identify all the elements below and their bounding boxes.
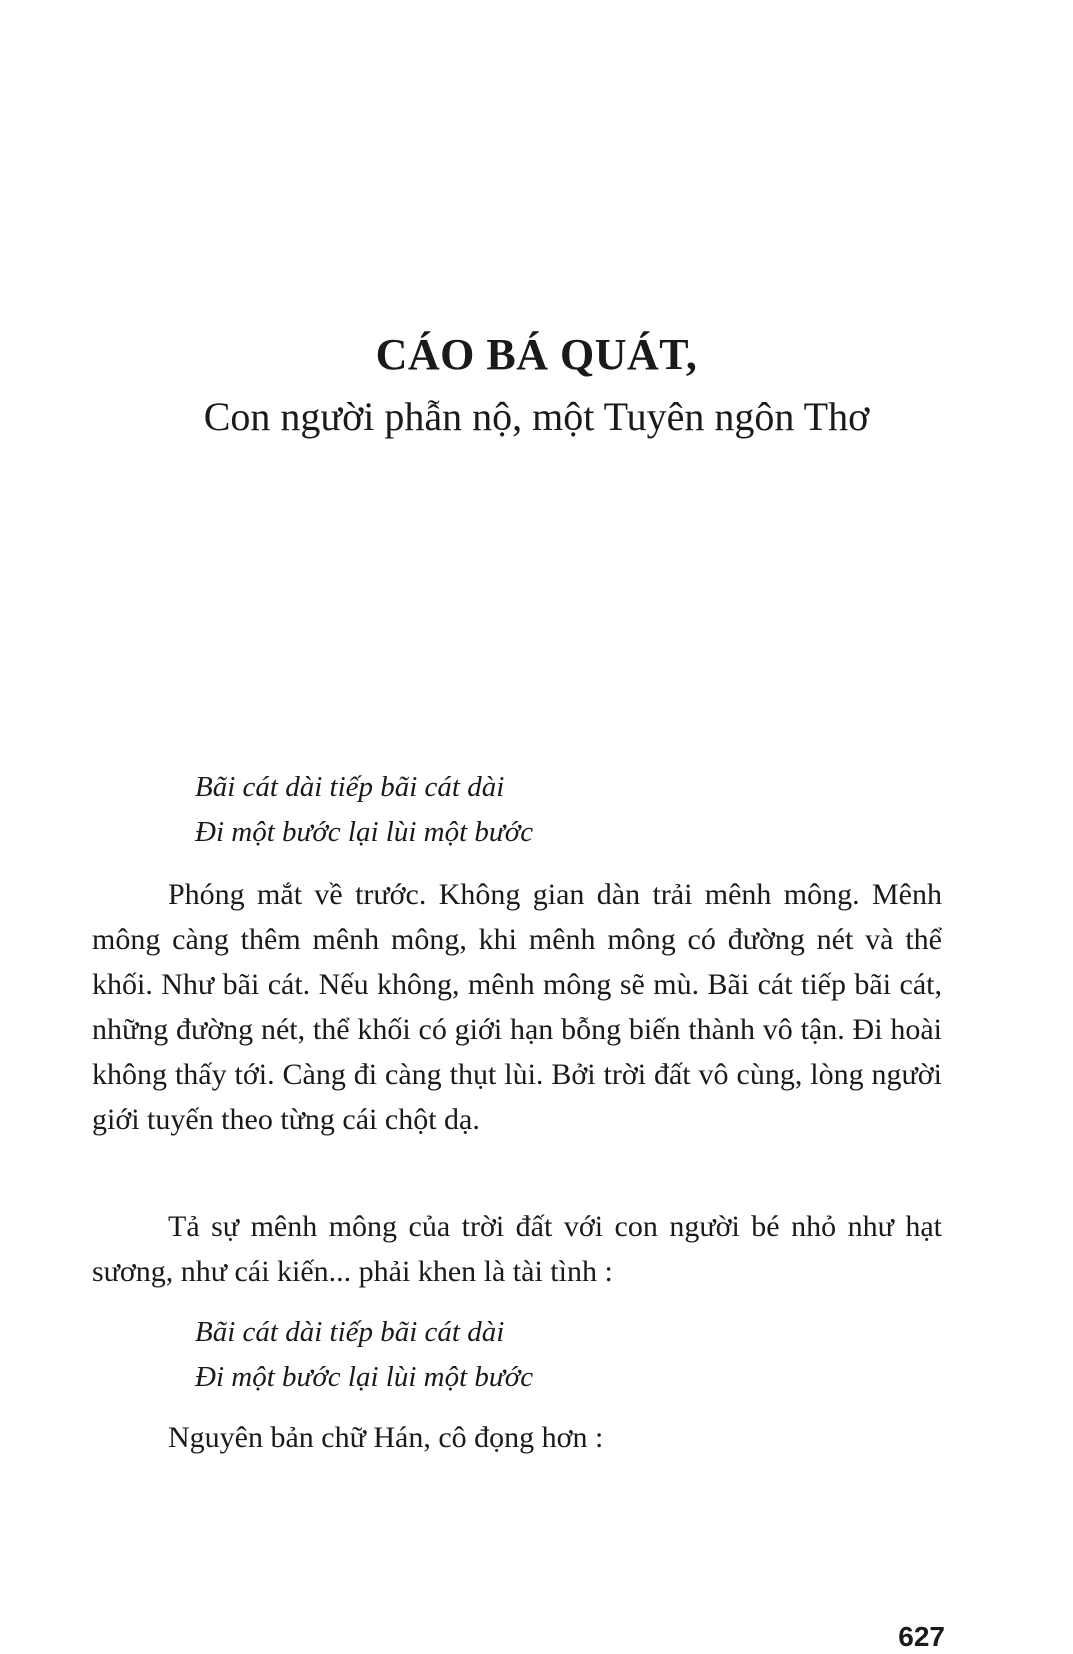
- body-paragraph-3: Nguyên bản chữ Hán, cô đọng hơn :: [168, 1421, 604, 1454]
- body-paragraph-1: Phóng mắt về trước. Không gian dàn trải mênh mông. Mênh mông càng thêm mênh mông, khi mênh mông có đường nét và thể khối. Như bãi cát. Nếu không, mênh mông sẽ mù. Bãi cát tiếp bãi cát, những đường nét, thể khối có giới hạn bỗng biến thành vô tận. Đi hoài không thấy tới. Càng đi càng thụt lùi. Bởi trời đất vô cùng, lòng người giới tuyến theo từng cái chột dạ.: [92, 878, 942, 1136]
- verse-line: Bãi cát dài tiếp bãi cát dài: [195, 1316, 505, 1348]
- verse-quote-1: [195, 765, 533, 855]
- verse-line: Đi một bước lại lùi một bước: [195, 816, 534, 848]
- chapter-subtitle: Con người phẫn nộ, một Tuyên ngôn Thơ: [203, 394, 870, 439]
- chapter-title: CÁO BÁ QUÁT,: [375, 330, 698, 379]
- verse-quote-2: [195, 1310, 533, 1400]
- body-paragraph-2: Tả sự mênh mông của trời đất với con người bé nhỏ như hạt sương, như cái kiến... phải khen là tài tình :: [92, 1210, 942, 1288]
- verse-line: Đi một bước lại lùi một bước: [195, 1361, 534, 1393]
- page-number: 627: [898, 1621, 945, 1652]
- verse-line: Bãi cát dài tiếp bãi cát dài: [195, 771, 505, 803]
